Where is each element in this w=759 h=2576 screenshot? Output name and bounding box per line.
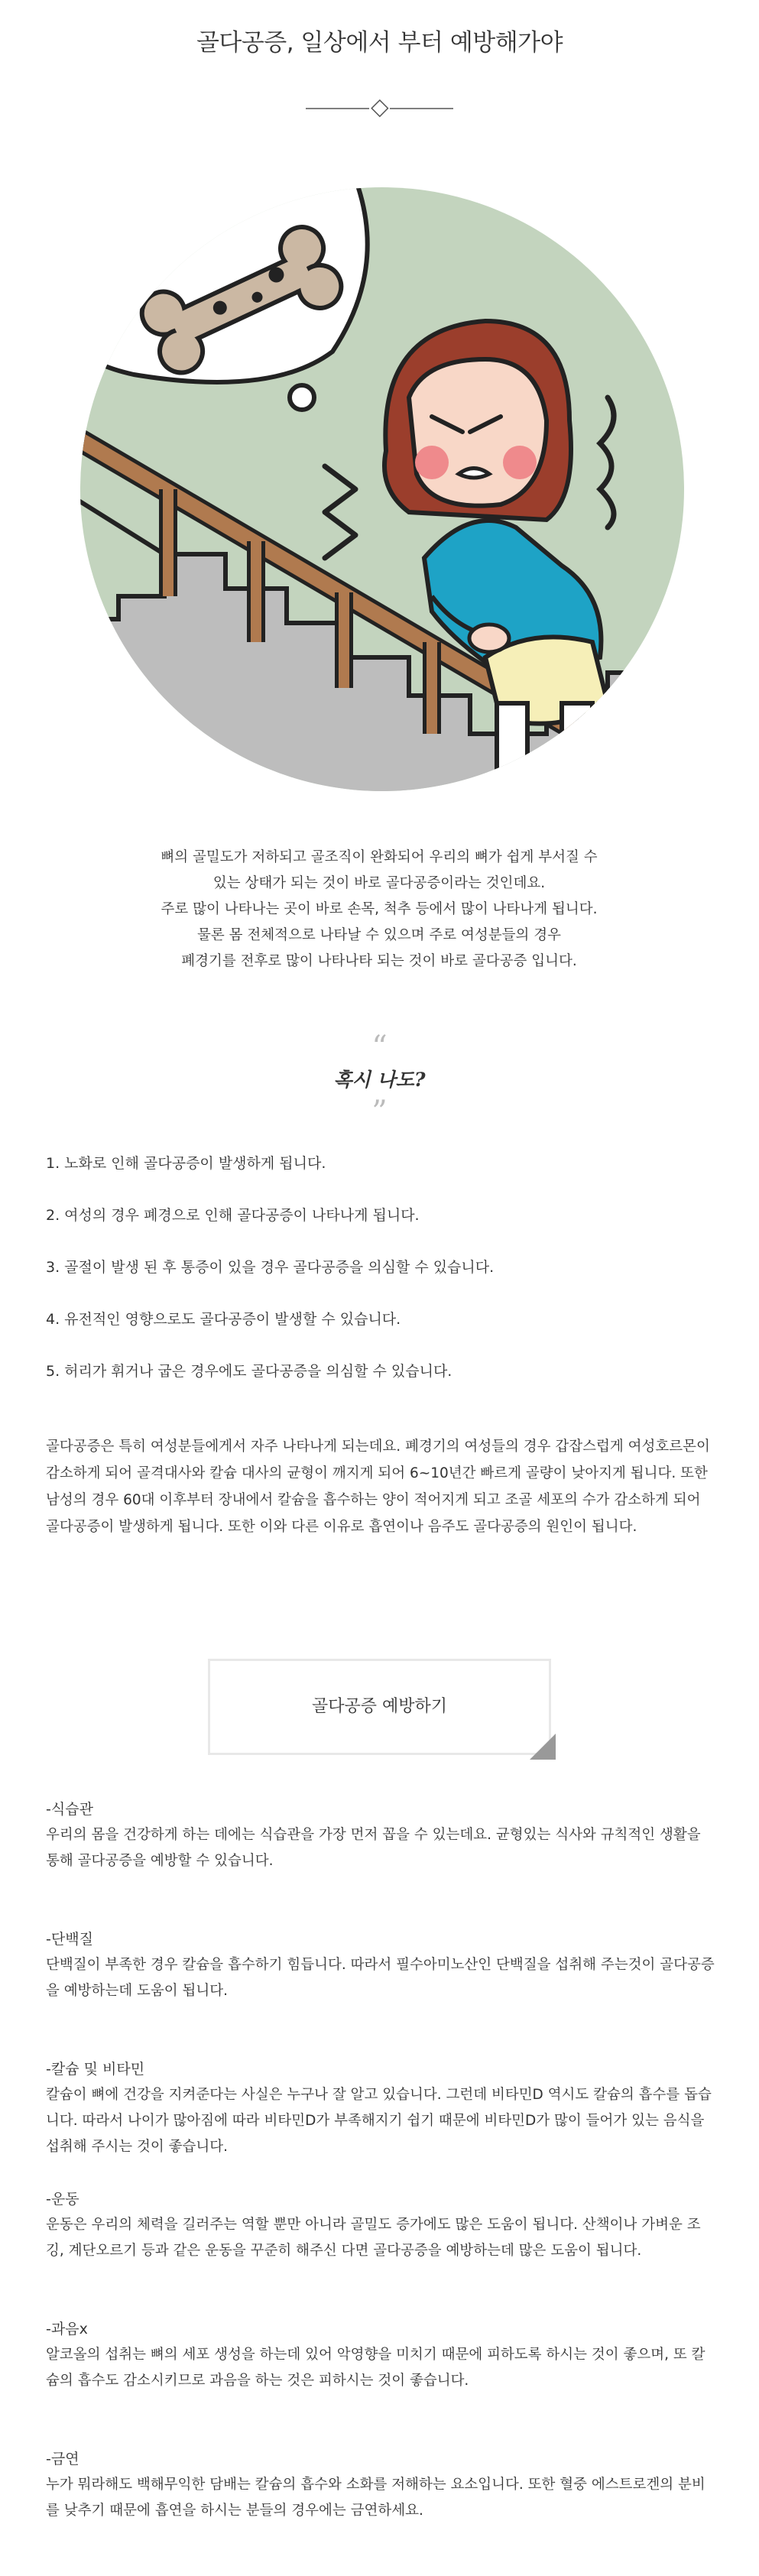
section-head: -식습관 (46, 1801, 93, 1818)
section-head: -운동 (46, 2191, 79, 2208)
page-title: 골다공증, 일상에서 부터 예방해가야 (196, 29, 563, 57)
section-head: -과음x (46, 2321, 88, 2338)
intro-text (150, 845, 608, 975)
section-title: 골다공증 예방하기 (311, 1697, 447, 1716)
intro-line: 주로 많이 나타나는 곳이 바로 손목, 척추 등에서 많이 나타나게 됩니다. (161, 901, 598, 917)
section-body: 우리의 몸을 건강하게 하는 데에는 식습관을 가장 먼저 꼽을 수 있는데요. 균형있는 식사와 규칙적인 생활을 통해 골다공증을 예방할 수 있습니다. (46, 1827, 701, 1869)
section-head: -금연 (46, 2451, 79, 2467)
section-smoking (46, 2446, 718, 2576)
section-head: -칼슘 및 비타민 (46, 2061, 145, 2078)
close-quote-icon: ” (371, 1095, 388, 1130)
section-body: 운동은 우리의 체력을 길러주는 역할 뿐만 아니라 골밀도 증가에도 많은 도움이 됩니다. 산책이나 가벼운 조깅, 계단오르기 등과 같은 운동을 꾸준히 해주신 다면 골다공증을 예방하는데 많은 도움이 됩니다. (46, 2217, 701, 2259)
section-diet (46, 1796, 718, 1926)
list-item: 5. 허리가 휘거나 굽은 경우에도 골다공증을 의심할 수 있습니다. (46, 1363, 452, 1380)
list-item: 3. 골절이 발생 된 후 통증이 있을 경우 골다공증을 의심할 수 있습니다. (46, 1259, 495, 1276)
quote-heading: 혹시 나도? (333, 1069, 426, 1091)
folded-corner-icon (530, 1734, 556, 1760)
section-body: 알코올의 섭취는 뼈의 세포 생성을 하는데 있어 악영향을 미치기 때문에 피하도록 하시는 것이 좋으며, 또 칼슘의 흡수도 감소시키므로 과음을 하는 것은 피하시는 것이 좋습니다. (46, 2347, 705, 2389)
prevention-sections (46, 1796, 718, 2576)
section-calcium (46, 2056, 718, 2186)
list-item: 4. 유전적인 영향으로도 골다공증이 발생할 수 있습니다. (46, 1311, 401, 1328)
list-item: 1. 노화로 인해 골다공증이 발생하게 됩니다. (46, 1155, 326, 1172)
osteoporosis-illustration (73, 168, 692, 818)
section-head: -단백질 (46, 1931, 93, 1948)
intro-line: 물론 몸 전체적으로 나타날 수 있으며 주로 여성분들의 경우 (197, 927, 561, 943)
symptom-list (46, 1150, 718, 1410)
section-body: 칼슘이 뼈에 건강을 지켜준다는 사실은 누구나 잘 알고 있습니다. 그런데 비타민D 역시도 칼슘의 흡수를 돕습니다. 따라서 나이가 많아짐에 따라 비타민D가 부족해지기 쉽기 때문에 비타민D가 많이 들어가 있는 음식을 섭취해 주시는 것이 좋습니다. (46, 2087, 712, 2155)
body-paragraph: 골다공증은 특히 여성분들에게서 자주 나타나게 되는데요. 폐경기의 여성들의 경우 갑잡스럽게 여성호르몬이 감소하게 되어 골격대사와 칼슘 대사의 균형이 깨지게 되어 6~10년간 빠르게 골량이 낮아지게 됩니다. 또한 남성의 경우 60대 이후부터 장내에서 칼슘을 흡수하는 양이 적어지게 되고 조골 세포의 수가 감소하게 되어 골다공증이 발생하게 됩니다. 또한 이와 다른 이유로 흡연이나 음주도 골다공증의 원인이 됩니다. (46, 1439, 710, 1535)
intro-line: 폐경기를 전후로 많이 나타나타 되는 것이 바로 골다공증 입니다. (181, 953, 577, 969)
section-body: 누가 뭐라해도 백해무익한 담배는 칼슘의 흡수와 소화를 저해하는 요소입니다. 또한 혈중 에스트로겐의 분비를 낮추기 때문에 흡연을 하시는 분들의 경우에는 금연하세요. (46, 2477, 705, 2519)
section-alcohol (46, 2316, 718, 2446)
section-protein (46, 1926, 718, 2056)
section-body: 단백질이 부족한 경우 칼슘을 흡수하기 힘듭니다. 따라서 필수아미노산인 단백질을 섭취해 주는것이 골다공증을 예방하는데 도움이 됩니다. (46, 1957, 715, 1999)
list-item: 2. 여성의 경우 폐경으로 인해 골다공증이 나타나게 됩니다. (46, 1207, 420, 1224)
intro-line: 뼈의 골밀도가 저하되고 골조직이 완화되어 우리의 뼈가 쉽게 부서질 수 (161, 849, 598, 865)
section-title-box (208, 1659, 556, 1760)
section-exercise (46, 2186, 718, 2316)
diamond-divider (306, 99, 453, 118)
intro-line: 있는 상태가 되는 것이 바로 골다공증이라는 것인데요. (212, 875, 546, 891)
open-quote-icon: “ (371, 1030, 388, 1065)
